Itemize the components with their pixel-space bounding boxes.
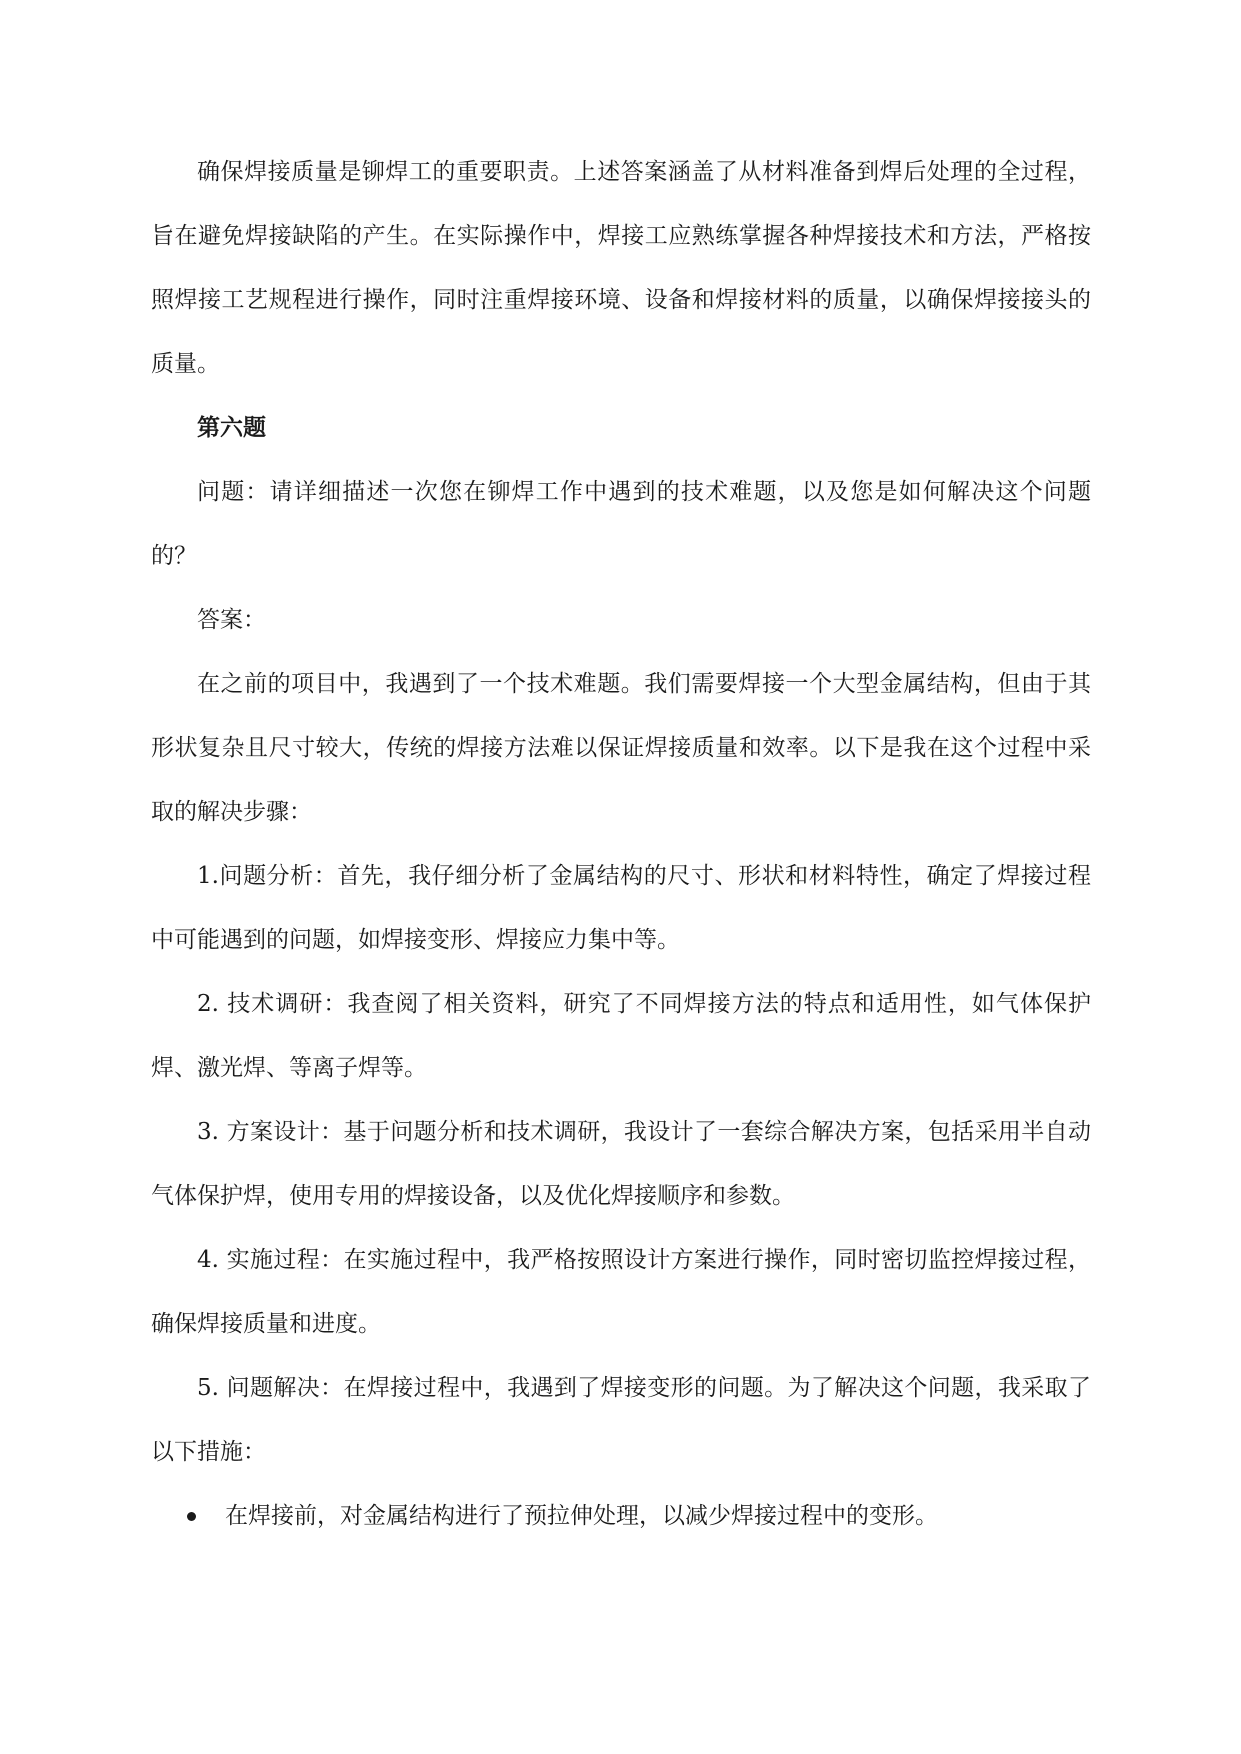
list-item <box>151 1484 1091 1548</box>
list-item-text: 在焊接前，对金属结构进行了预拉伸处理，以减少焊接过程中的变形。 <box>225 1503 938 1529</box>
step-2-paragraph: 2. 技术调研：我查阅了相关资料，研究了不同焊接方法的特点和适用性，如气体保护焊、激光焊、等离子焊等。 <box>151 991 1091 1081</box>
step-5-paragraph: 5. 问题解决：在焊接过程中，我遇到了焊接变形的问题。为了解决这个问题，我采取了以下措施： <box>151 1375 1091 1465</box>
step-4-paragraph: 4. 实施过程：在实施过程中，我严格按照设计方案进行操作，同时密切监控焊接过程，确保焊接质量和进度。 <box>151 1247 1091 1337</box>
document-body <box>151 140 1091 1548</box>
step-3-paragraph: 3. 方案设计：基于问题分析和技术调研，我设计了一套综合解决方案，包括采用半自动气体保护焊，使用专用的焊接设备，以及优化焊接顺序和参数。 <box>151 1119 1091 1209</box>
step-1-paragraph: 1.问题分析：首先，我仔细分析了金属结构的尺寸、形状和材料特性，确定了焊接过程中可能遇到的问题，如焊接变形、焊接应力集中等。 <box>151 863 1091 953</box>
section-title: 第六题 <box>197 414 266 441</box>
question-paragraph: 问题：请详细描述一次您在铆焊工作中遇到的技术难题，以及您是如何解决这个问题的？ <box>151 479 1091 569</box>
answer-label: 答案： <box>197 607 266 633</box>
intro-paragraph: 在之前的项目中，我遇到了一个技术难题。我们需要焊接一个大型金属结构，但由于其形状复杂且尺寸较大，传统的焊接方法难以保证焊接质量和效率。以下是我在这个过程中采取的解决步骤： <box>151 671 1091 825</box>
summary-paragraph: 确保焊接质量是铆焊工的重要职责。上述答案涵盖了从材料准备到焊后处理的全过程，旨在避免焊接缺陷的产生。在实际操作中，焊接工应熟练掌握各种焊接技术和方法，严格按照焊接工艺规程进行操作，同时注重焊接环境、设备和焊接材料的质量，以确保焊接接头的质量。 <box>151 159 1091 377</box>
bullet-dot-icon <box>187 1512 196 1521</box>
measures-list <box>151 1484 1091 1548</box>
